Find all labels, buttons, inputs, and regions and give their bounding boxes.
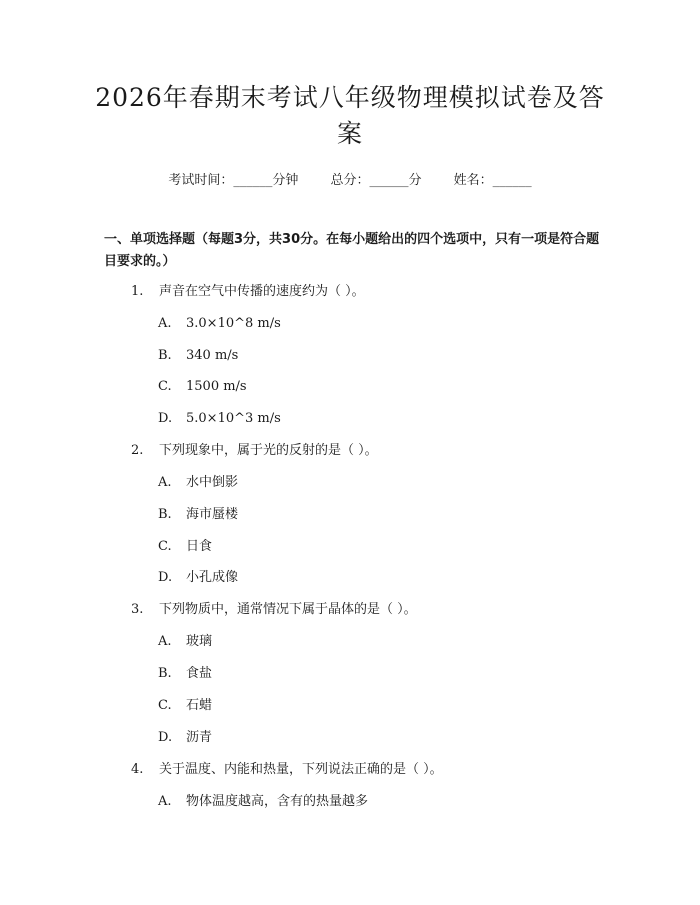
option-letter: A. [158,316,172,331]
question-text: 声音在空气中传播的速度约为（ ）。 [159,284,365,299]
total-score-unit: 分 [408,173,422,188]
option-4a [158,793,368,811]
question-2 [131,442,378,460]
exam-time-label: 考试时间： [168,173,234,188]
question-number: 3. [131,602,144,617]
total-score-blank: ______ [369,173,409,188]
option-letter: D. [158,730,173,745]
option-text: 5.0×10^3 m/s [186,411,281,426]
question-number: 1. [131,284,144,299]
exam-time-unit: 分钟 [272,173,299,188]
option-1a [158,315,281,333]
option-text: 石蜡 [186,698,213,713]
option-letter: A. [158,475,172,490]
option-letter: C. [158,698,172,713]
option-letter: B. [158,348,172,363]
option-3c [158,697,212,715]
option-2a [158,474,238,492]
option-letter: D. [158,570,173,585]
option-2d [158,569,238,587]
option-text: 物体温度越高，含有的热量越多 [186,794,369,809]
option-3a [158,633,212,651]
question-3 [131,601,417,619]
question-text: 关于温度、内能和热量，下列说法正确的是（ ）。 [159,762,443,777]
total-score-label: 总分： [330,173,370,188]
option-letter: A. [158,634,172,649]
exam-time-field [168,169,298,188]
option-text: 沥青 [186,730,213,745]
option-text: 玻璃 [186,634,213,649]
option-letter: C. [158,539,172,554]
option-text: 1500 m/s [186,379,247,394]
section-heading: 一、单项选择题（每题3分，共30分。在每小题给出的四个选项中，只有一项是符合题目要求的。） [104,232,600,269]
option-letter: A. [158,794,172,809]
option-text: 食盐 [186,666,213,681]
option-letter: B. [158,666,172,681]
exam-info-line [0,169,700,188]
option-1d [158,410,281,428]
option-3d [158,729,212,747]
option-text: 日食 [186,539,213,554]
page-title: 2026年春期末考试八年级物理模拟试卷及答案 [95,83,605,148]
total-score-field [330,169,421,188]
option-1b [158,347,238,365]
option-3b [158,665,212,683]
option-letter: C. [158,379,172,394]
question-text: 下列现象中，属于光的反射的是（ ）。 [159,443,378,458]
option-text: 小孔成像 [186,570,239,585]
option-letter: D. [158,411,173,426]
student-name-blank: ______ [492,173,532,188]
exam-time-blank: ______ [233,173,273,188]
option-letter: B. [158,507,172,522]
student-name-label: 姓名： [453,173,493,188]
option-text: 海市蜃楼 [186,507,239,522]
option-text: 3.0×10^8 m/s [186,316,281,331]
question-number: 2. [131,443,144,458]
question-text: 下列物质中，通常情况下属于晶体的是（ ）。 [159,602,417,617]
student-name-field [454,169,532,188]
option-1c [158,378,247,396]
option-2c [158,538,212,556]
question-1 [131,283,365,301]
option-text: 340 m/s [186,348,239,363]
question-4 [131,761,443,779]
question-number: 4. [131,762,144,777]
option-text: 水中倒影 [186,475,239,490]
option-2b [158,506,238,524]
